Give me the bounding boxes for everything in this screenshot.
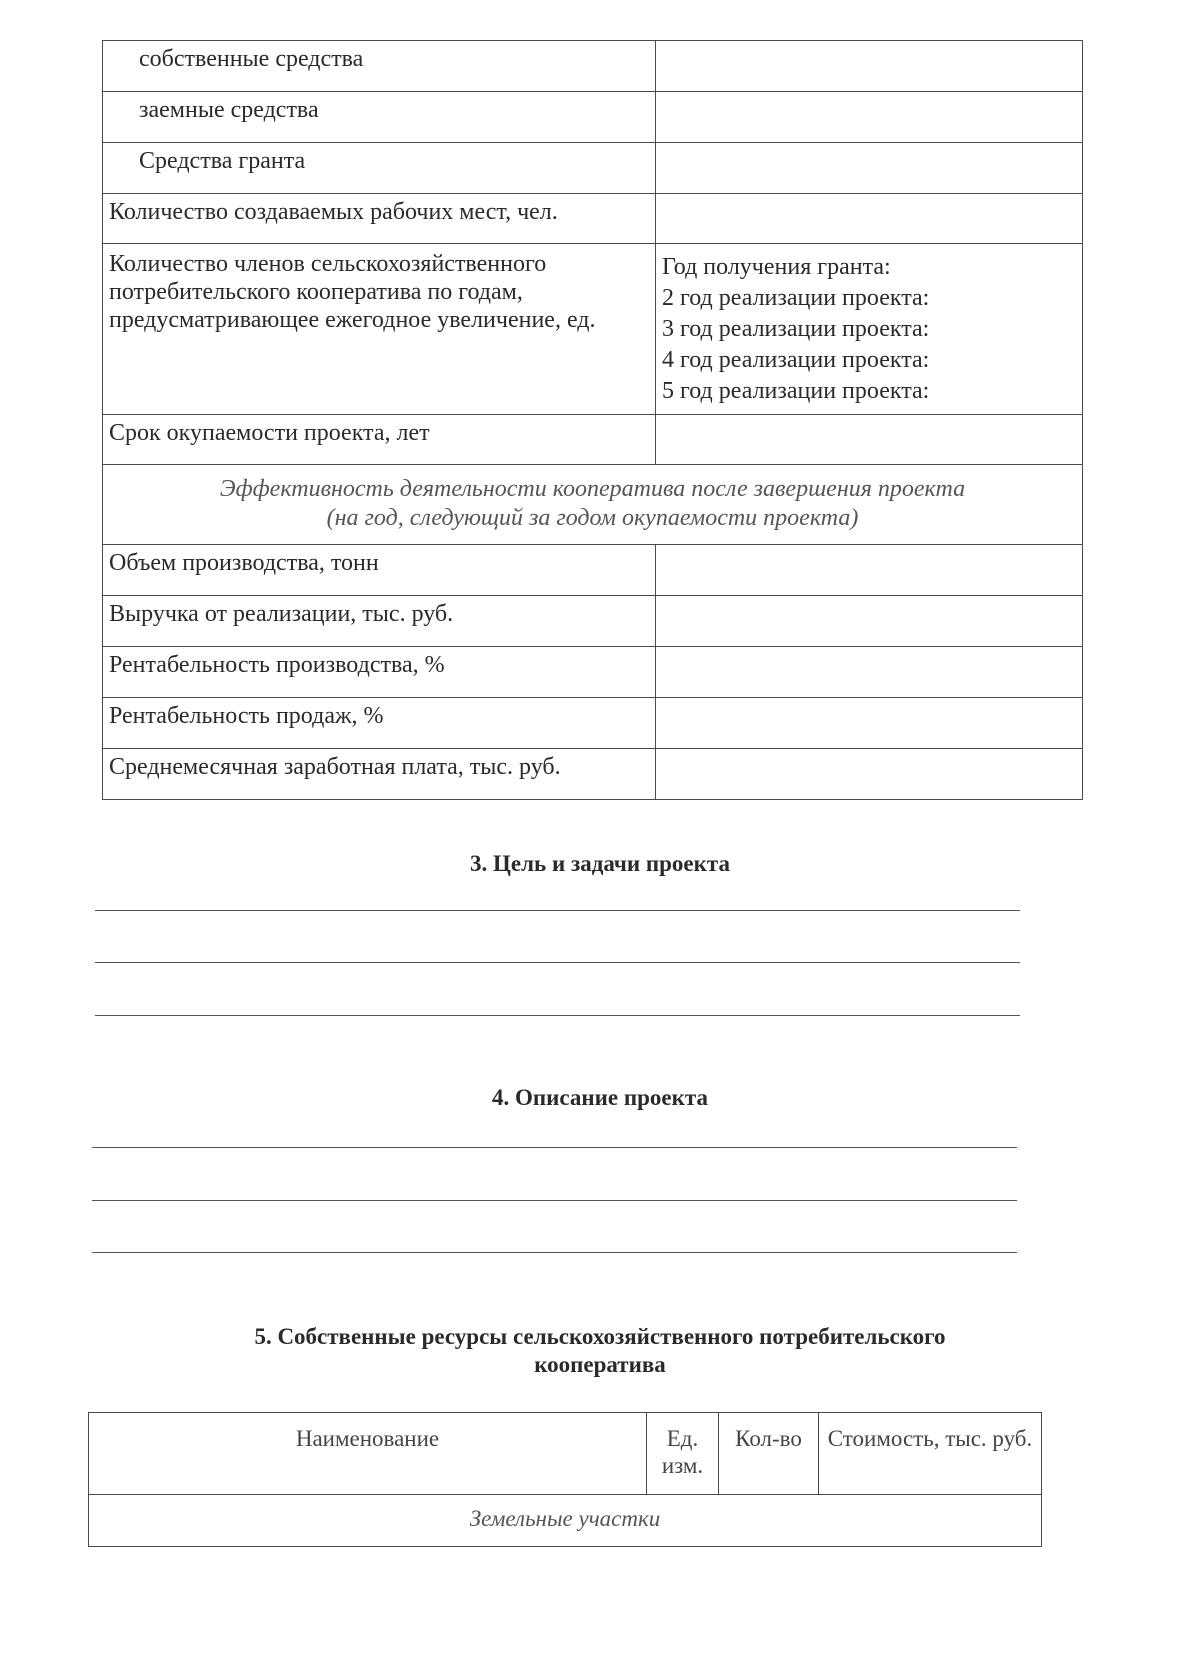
table-row	[103, 41, 1083, 92]
table-header-row	[89, 1413, 1042, 1495]
value-cell[interactable]	[656, 92, 1083, 143]
table-row	[103, 749, 1083, 800]
row-label: Рентабельность продаж, %	[103, 698, 656, 749]
table-row	[103, 465, 1083, 545]
value-cell[interactable]	[656, 596, 1083, 647]
table-row	[103, 647, 1083, 698]
table-row	[89, 1495, 1042, 1547]
column-header-unit: Ед. изм.	[647, 1413, 719, 1495]
year-label: Год получения гранта:	[662, 254, 891, 280]
table-row	[103, 194, 1083, 244]
row-label: Рентабельность производства, %	[103, 647, 656, 698]
efficiency-header-line2: (на год, следующий за годом окупаемости проекта)	[326, 505, 859, 531]
row-label: Количество членов сельскохозяйственного потребительского кооператива по годам, предусматривающее ежегодное увеличение, ед.	[103, 244, 656, 415]
section-5-title-line1: 5. Собственные ресурсы сельскохозяйственного потребительского	[254, 1324, 946, 1349]
table-row	[103, 596, 1083, 647]
answer-line[interactable]	[92, 1252, 1017, 1253]
answer-line[interactable]	[95, 962, 1020, 963]
column-header-cost: Стоимость, тыс. руб.	[819, 1413, 1042, 1495]
project-indicators-table	[102, 40, 1083, 800]
table-row	[103, 244, 1083, 415]
year-label: 4 год реализации проекта:	[662, 347, 930, 373]
efficiency-header-line1: Эффективность деятельности кооператива после завершения проекта	[219, 476, 966, 502]
column-header-quantity: Кол-во	[719, 1413, 819, 1495]
value-cell[interactable]	[656, 41, 1083, 92]
year-label: 5 год реализации проекта:	[662, 378, 930, 404]
row-label: Выручка от реализации, тыс. руб.	[103, 596, 656, 647]
section-5-title	[0, 1323, 1200, 1379]
section-3-title: 3. Цель и задачи проекта	[470, 851, 730, 876]
table-row	[103, 92, 1083, 143]
answer-line[interactable]	[92, 1200, 1017, 1201]
row-label: Срок окупаемости проекта, лет	[103, 415, 656, 465]
value-cell[interactable]	[656, 415, 1083, 465]
years-list	[656, 244, 1083, 415]
section-4-title: 4. Описание проекта	[492, 1085, 708, 1110]
answer-line[interactable]	[92, 1147, 1017, 1148]
section-5-title-line2: кооператива	[534, 1352, 666, 1377]
column-header-name: Наименование	[89, 1413, 647, 1495]
value-cell[interactable]	[656, 647, 1083, 698]
year-label: 2 год реализации проекта:	[662, 285, 930, 311]
row-label: Количество создаваемых рабочих мест, чел.	[103, 194, 656, 244]
value-cell[interactable]	[656, 194, 1083, 244]
table-row	[103, 143, 1083, 194]
answer-line[interactable]	[95, 1015, 1020, 1016]
value-cell[interactable]	[656, 698, 1083, 749]
value-cell[interactable]	[656, 749, 1083, 800]
row-label: собственные средства	[103, 41, 656, 92]
row-label: Средства гранта	[103, 143, 656, 194]
value-cell[interactable]	[656, 143, 1083, 194]
table-row	[103, 415, 1083, 465]
group-row-land-plots: Земельные участки	[89, 1495, 1042, 1547]
value-cell[interactable]	[656, 545, 1083, 596]
own-resources-table	[88, 1412, 1042, 1547]
table-row	[103, 545, 1083, 596]
row-label: Среднемесячная заработная плата, тыс. руб.	[103, 749, 656, 800]
year-label: 3 год реализации проекта:	[662, 316, 930, 342]
answer-line[interactable]	[95, 910, 1020, 911]
row-label: Объем производства, тонн	[103, 545, 656, 596]
efficiency-header	[103, 465, 1083, 545]
table-row	[103, 698, 1083, 749]
row-label: заемные средства	[103, 92, 656, 143]
